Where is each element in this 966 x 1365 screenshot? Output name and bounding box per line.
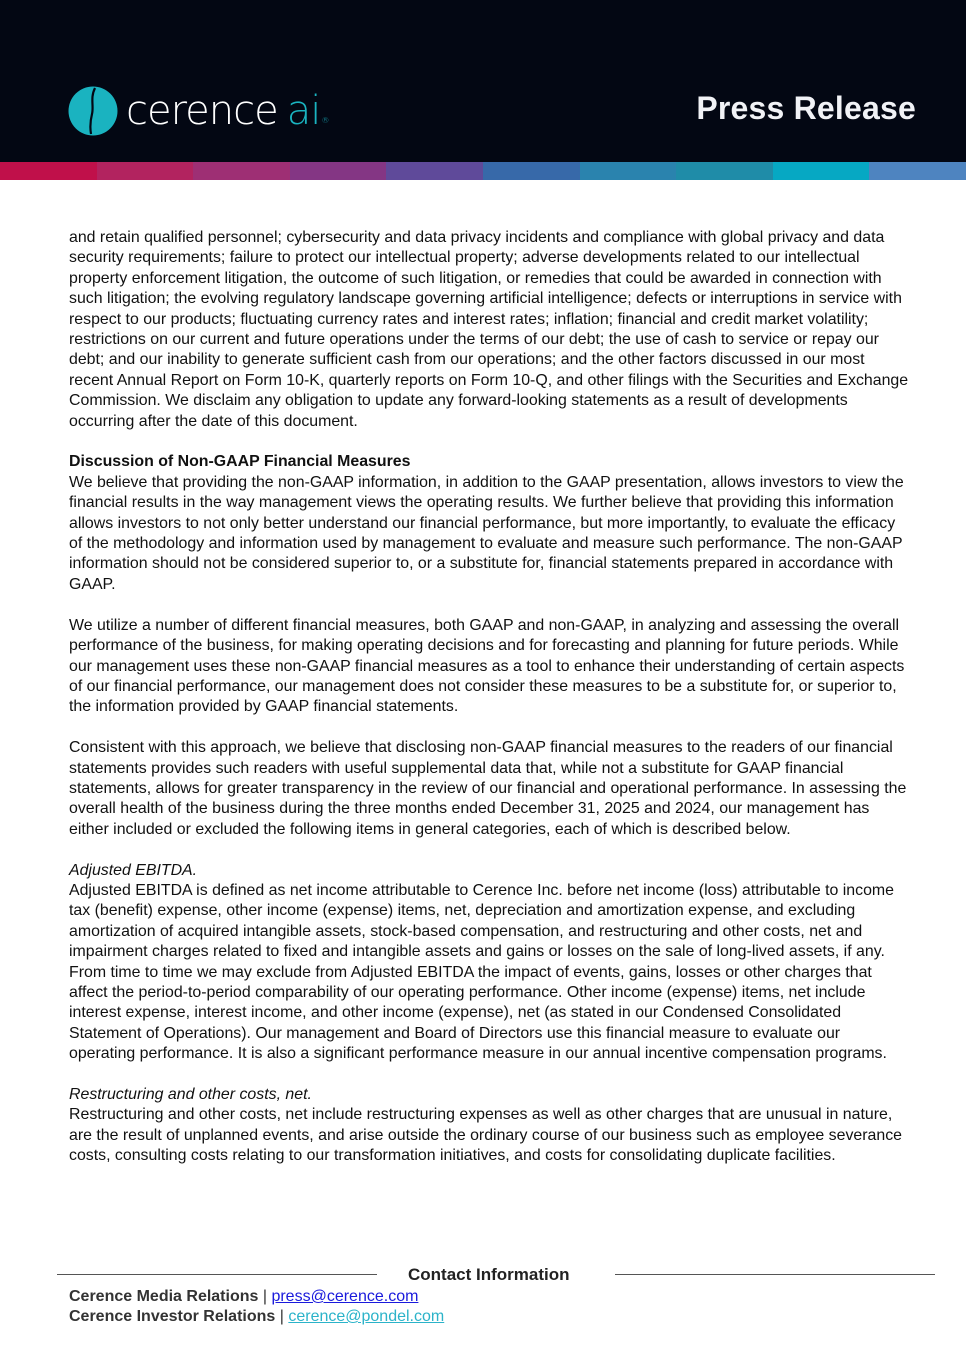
separator: | — [275, 1308, 289, 1325]
investor-relations-label: Cerence Investor Relations — [69, 1308, 276, 1325]
stripe-segment — [290, 162, 387, 180]
document-body — [69, 228, 909, 1187]
contact-media — [69, 1287, 444, 1307]
non-gaap-paragraph-3: Consistent with this approach, we believe that disclosing non-GAAP financial measures to the readers of our financial statements provides such readers with useful supplemental data that, while not a substitute for GAAP financial statements, allows for greater transparency in the review of our financial and operational performance. In assessing the overall health of the business during the three months ended December 31, 2025 and 2024, our management has either included or excluded the following items in general categories, each of which is described below. — [69, 739, 907, 838]
cerence-logo-mark-icon — [68, 86, 118, 136]
stripe-segment — [386, 162, 483, 180]
logo-ai-text: ai — [286, 88, 321, 134]
page-header — [0, 0, 966, 162]
stripe-segment — [580, 162, 677, 180]
non-gaap-paragraph-2: We utilize a number of different financial measures, both GAAP and non-GAAP, in analyzing and assessing the overall performance of the business, for making operating decisions and for forecasting and planning for future periods. While our management uses these non-GAAP financial measures as a tool to enhance their understanding of certain aspects of our financial performance, our management does not consider these measures to be a substitute for, or superior to, the information provided by GAAP financial statements. — [69, 616, 905, 716]
contact-investor — [69, 1307, 444, 1327]
section-heading: Discussion of Non-GAAP Financial Measures — [69, 453, 411, 471]
stripe-segment — [193, 162, 290, 180]
stripe-segment — [97, 162, 194, 180]
non-gaap-paragraph-1: We believe that providing the non-GAAP information, in addition to the GAAP presentation, allows investors to view the financial results in the way management views the operating results. We further believe that providing this information allows investors to not only better understand our financial performance, but more importantly, to evaluate the efficacy of the methodology and information used by management to evaluate and measure such performance. The non-GAAP information should not be considered superior to, or a substitute for, financial statements prepared in accordance with GAAP. — [69, 473, 904, 593]
restructuring-paragraph: Restructuring and other costs, net include restructuring expenses as well as other charges that are unusual in nature, are the result of unplanned events, and arise outside the ordinary course of our business such as employee severance costs, consulting costs relating to our transformation initiatives, and costs for consolidating duplicate facilities. — [69, 1106, 902, 1165]
media-email-link[interactable]: press@cerence.com — [271, 1288, 419, 1305]
stripe-segment — [676, 162, 773, 180]
contact-title: Contact Information — [408, 1265, 570, 1284]
cerence-logo — [68, 86, 328, 136]
press-release-title: Press Release — [696, 90, 916, 126]
stripe-segment — [483, 162, 580, 180]
registered-mark: ® — [321, 116, 329, 125]
restructuring-subheading: Restructuring and other costs, net. — [69, 1085, 312, 1103]
ebitda-paragraph: Adjusted EBITDA is defined as net income attributable to Cerence Inc. before net income (loss) attributable to income tax (benefit) expense, other income (expense) items, net, depreciation and amortization expense, and excluding amortization of acquired intangible assets, stock-based compensation, and restructuring and other costs, net and impairment charges related to fixed and intangible assets and gains or losses on the sale of long-lived assets, if any. From time to time we may exclude from Adjusted EBITDA the impact of events, gains, losses or other charges that affect the period-to-period comparability of our operating performance. Other income (expense) items, net include interest expense, interest income, and other income (expense), net (as stated in our Condensed Consolidated Statement of Operations). Our management and Board of Directors use this financial measure to evaluate our operating performance. It is also a significant performance measure in our annual incentive compensation programs. — [69, 881, 894, 1063]
contact-divider-right — [615, 1274, 935, 1275]
contact-divider-left — [57, 1274, 377, 1275]
forward-looking-paragraph: and retain qualified personnel; cybersecurity and data privacy incidents and compliance with global privacy and data security requirements; failure to protect our intellectual property; adverse developments related to our intellectual property enforcement litigation, the outcome of such litigation, or remedies that could be awarded in connection with such litigation; the evolving regulatory landscape governing artificial intelligence; defects or interruptions in service with respect to our products; fluctuating currency rates and interest rates; inflation; financial and credit market volatility; restrictions on our current and future operations under the terms of our debt; the use of cash to service or repay our debt; and our inability to generate sufficient cash from our operations; and the other factors discussed in our most recent Annual Report on Form 10-K, quarterly reports on Form 10-Q, and other filings with the Securities and Exchange Commission. We disclaim any obligation to update any forward-looking statements as a result of developments occurring after the date of this document. — [69, 229, 909, 430]
stripe-segment — [773, 162, 870, 180]
separator: | — [258, 1288, 272, 1305]
media-relations-label: Cerence Media Relations — [69, 1288, 259, 1305]
investor-email-link[interactable]: cerence@pondel.com — [288, 1308, 445, 1325]
ebitda-subheading: Adjusted EBITDA. — [69, 861, 198, 879]
stripe-segment — [0, 162, 97, 180]
logo-wordmark: cerence ai® — [126, 88, 329, 134]
color-stripe — [0, 162, 966, 180]
stripe-segment — [869, 162, 966, 180]
contact-list — [69, 1287, 444, 1327]
